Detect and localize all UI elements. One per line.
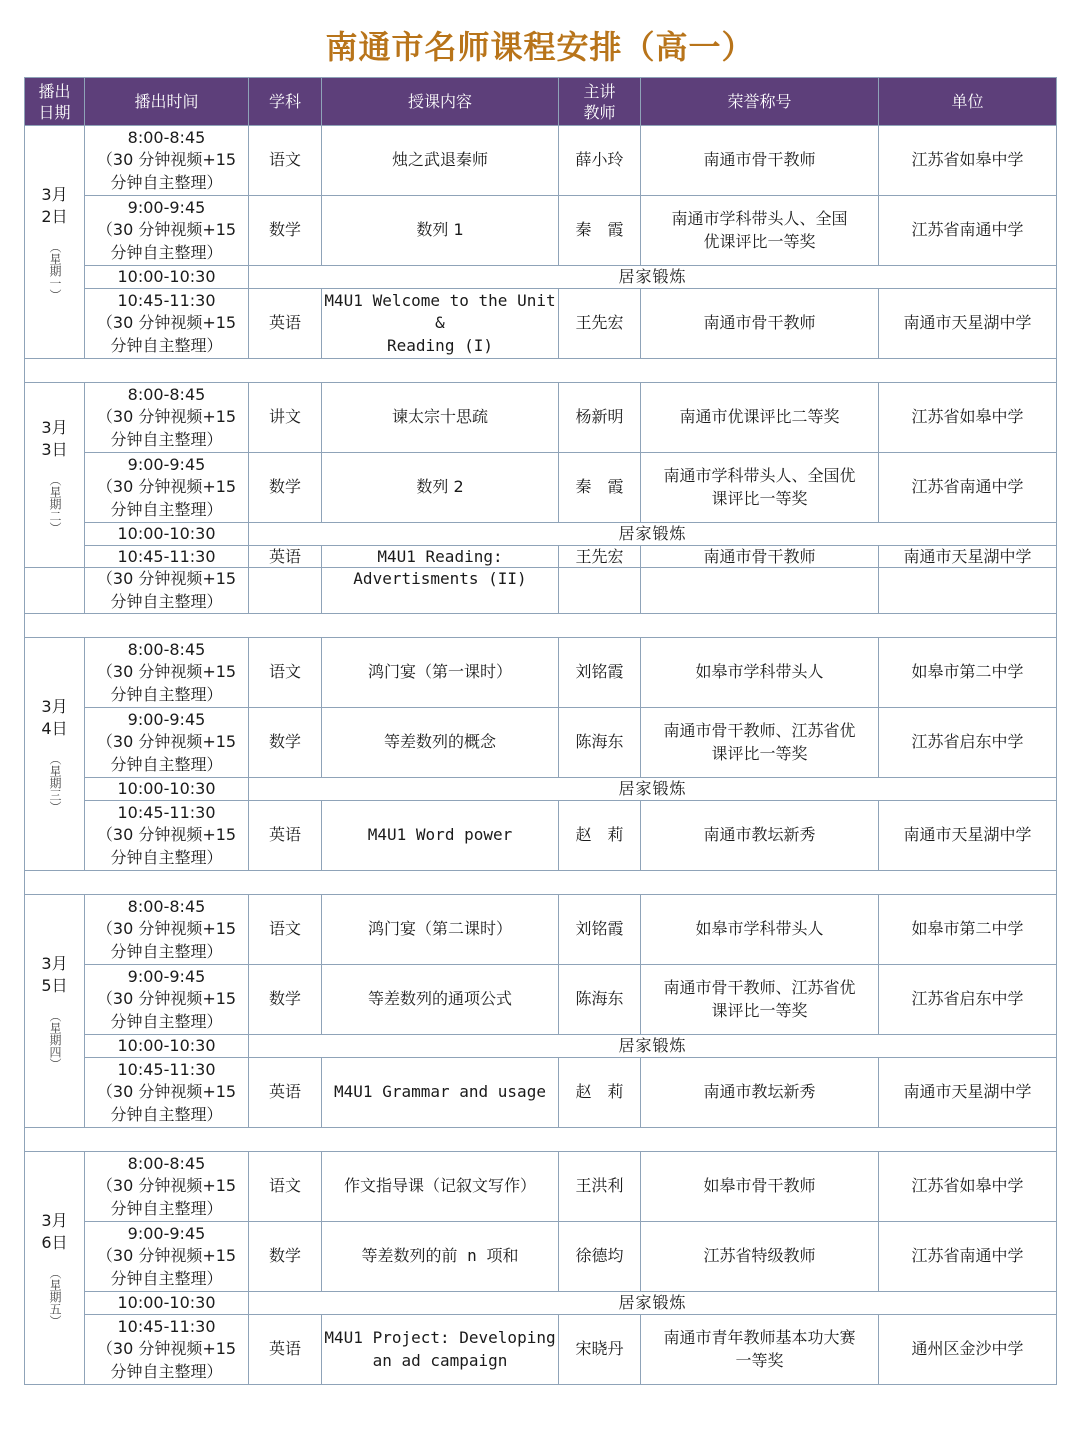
teacher-cell: 刘铭霞 — [559, 895, 641, 965]
exercise-cell: 居家锻炼 — [249, 1292, 1057, 1315]
date-cell — [25, 638, 85, 871]
honor-cell: 南通市骨干教师、江苏省优 课评比一等奖 — [641, 708, 879, 778]
teacher-cell: 杨新明 — [559, 383, 641, 453]
subject-cell: 数学 — [249, 196, 322, 266]
page-title: 南通市名师课程安排（高一） — [325, 28, 755, 66]
time-cell: 8:00-8:45 （30 分钟视频+15 分钟自主整理） — [85, 638, 249, 708]
content-cell: M4U1 Project: Developing an ad campaign — [322, 1315, 559, 1385]
table-row — [25, 126, 1057, 196]
time-cell: 8:00-8:45 （30 分钟视频+15 分钟自主整理） — [85, 126, 249, 196]
unit-cell: 江苏省南通中学 — [879, 453, 1057, 523]
header-date: 播出 日期 — [25, 78, 85, 126]
unit-cell: 江苏省南通中学 — [879, 1222, 1057, 1292]
table-row — [25, 383, 1057, 453]
unit-cell: 如皋市第二中学 — [879, 638, 1057, 708]
table-row — [25, 1292, 1057, 1315]
unit-cell: 江苏省如皋中学 — [879, 1152, 1057, 1222]
content-cell: 鸿门宴（第一课时） — [322, 638, 559, 708]
honor-cell: 南通市骨干教师 — [641, 546, 879, 568]
date-text: 3月 4日 — [41, 696, 68, 738]
teacher-cell: 赵 莉 — [559, 1058, 641, 1128]
date-text: 3月 5日 — [41, 953, 68, 995]
separator-cell — [25, 871, 1057, 895]
day-separator — [25, 871, 1057, 895]
subject-cell: 数学 — [249, 708, 322, 778]
time-cell: 8:00-8:45 （30 分钟视频+15 分钟自主整理） — [85, 383, 249, 453]
subject-cell: 讲文 — [249, 383, 322, 453]
teacher-cell: 赵 莉 — [559, 801, 641, 871]
unit-cell: 江苏省南通中学 — [879, 196, 1057, 266]
weekday-text: （星期四） — [48, 1009, 62, 1070]
header-row — [25, 78, 1057, 126]
table-row — [25, 453, 1057, 523]
content-cell: M4U1 Word power — [322, 801, 559, 871]
subject-cell: 语文 — [249, 895, 322, 965]
header-honor: 荣誉称号 — [641, 78, 879, 126]
date-cell-blank — [25, 568, 85, 614]
separator-cell — [25, 614, 1057, 638]
content-cell: M4U1 Reading: — [322, 546, 559, 568]
table-row — [25, 708, 1057, 778]
exercise-cell: 居家锻炼 — [249, 266, 1057, 289]
time-cell: 8:00-8:45 （30 分钟视频+15 分钟自主整理） — [85, 1152, 249, 1222]
header-teacher: 主讲 教师 — [559, 78, 641, 126]
subject-cell: 语文 — [249, 126, 322, 196]
table-row — [25, 196, 1057, 266]
header-subject: 学科 — [249, 78, 322, 126]
date-cell — [25, 895, 85, 1128]
table-row — [25, 1058, 1057, 1128]
unit-cell: 南通市天星湖中学 — [879, 801, 1057, 871]
blank-cell — [641, 568, 879, 614]
time-cell: 9:00-9:45 （30 分钟视频+15 分钟自主整理） — [85, 1222, 249, 1292]
time-cell: 8:00-8:45 （30 分钟视频+15 分钟自主整理） — [85, 895, 249, 965]
subject-cell: 语文 — [249, 638, 322, 708]
subject-cell: 语文 — [249, 1152, 322, 1222]
time-cell: 10:45-11:30 （30 分钟视频+15 分钟自主整理） — [85, 801, 249, 871]
separator-cell — [25, 1128, 1057, 1152]
table-row — [25, 778, 1057, 801]
content-cell: 等差数列的前 n 项和 — [322, 1222, 559, 1292]
table-row — [25, 1315, 1057, 1385]
honor-cell: 如皋市学科带头人 — [641, 895, 879, 965]
content-cell: 数列 2 — [322, 453, 559, 523]
table-row — [25, 638, 1057, 708]
content-cell: 作文指导课（记叙文写作） — [322, 1152, 559, 1222]
time-cell: 9:00-9:45 （30 分钟视频+15 分钟自主整理） — [85, 708, 249, 778]
time-cell: 10:00-10:30 — [85, 523, 249, 546]
weekday-text: （星期五） — [48, 1266, 62, 1327]
unit-cell: 江苏省如皋中学 — [879, 383, 1057, 453]
content-cell: 等差数列的概念 — [322, 708, 559, 778]
table-row — [25, 801, 1057, 871]
weekday-text: （星期三） — [48, 752, 62, 813]
date-cell — [25, 383, 85, 568]
blank-cell — [249, 568, 322, 614]
table-row — [25, 965, 1057, 1035]
content-cell: 烛之武退秦师 — [322, 126, 559, 196]
time-cell: 10:00-10:30 — [85, 1035, 249, 1058]
content-cell: 数列 1 — [322, 196, 559, 266]
honor-cell: 南通市骨干教师 — [641, 289, 879, 359]
teacher-cell: 王先宏 — [559, 546, 641, 568]
subject-cell: 英语 — [249, 1315, 322, 1385]
teacher-cell: 王洪利 — [559, 1152, 641, 1222]
content-cell: M4U1 Grammar and usage — [322, 1058, 559, 1128]
unit-cell: 江苏省如皋中学 — [879, 126, 1057, 196]
table-row — [25, 895, 1057, 965]
weekday-text: （星期二） — [48, 473, 62, 534]
honor-cell: 南通市教坛新秀 — [641, 801, 879, 871]
honor-cell: 南通市优课评比二等奖 — [641, 383, 879, 453]
table-row — [25, 1222, 1057, 1292]
content-cell: M4U1 Welcome to the Unit & Reading (I) — [322, 289, 559, 359]
table-row — [25, 1152, 1057, 1222]
table-row-continued — [25, 568, 1057, 614]
time-cell-note: （30 分钟视频+15 分钟自主整理） — [85, 568, 249, 614]
subject-cell: 英语 — [249, 289, 322, 359]
date-text: 3月 3日 — [41, 417, 68, 459]
subject-cell: 英语 — [249, 546, 322, 568]
content-cell-continued: Advertisments (II) — [322, 568, 559, 614]
unit-cell: 江苏省启东中学 — [879, 965, 1057, 1035]
time-cell: 10:00-10:30 — [85, 1292, 249, 1315]
teacher-cell: 刘铭霞 — [559, 638, 641, 708]
exercise-cell: 居家锻炼 — [249, 1035, 1057, 1058]
day-separator — [25, 614, 1057, 638]
weekday-text: （星期一） — [48, 240, 62, 301]
teacher-cell: 秦 霞 — [559, 453, 641, 523]
exercise-cell: 居家锻炼 — [249, 523, 1057, 546]
honor-cell: 江苏省特级教师 — [641, 1222, 879, 1292]
time-cell: 10:45-11:30 （30 分钟视频+15 分钟自主整理） — [85, 1315, 249, 1385]
date-cell — [25, 126, 85, 359]
table-row — [25, 523, 1057, 546]
table-row — [25, 546, 1057, 568]
time-cell: 10:45-11:30 — [85, 546, 249, 568]
time-cell: 10:00-10:30 — [85, 266, 249, 289]
date-cell — [25, 1152, 85, 1385]
teacher-cell: 薛小玲 — [559, 126, 641, 196]
day-separator — [25, 1128, 1057, 1152]
table-row — [25, 1035, 1057, 1058]
time-cell: 9:00-9:45 （30 分钟视频+15 分钟自主整理） — [85, 453, 249, 523]
blank-cell — [879, 568, 1057, 614]
content-cell: 等差数列的通项公式 — [322, 965, 559, 1035]
teacher-cell: 陈海东 — [559, 708, 641, 778]
time-cell: 10:45-11:30 （30 分钟视频+15 分钟自主整理） — [85, 1058, 249, 1128]
teacher-cell: 徐德均 — [559, 1222, 641, 1292]
unit-cell: 南通市天星湖中学 — [879, 546, 1057, 568]
unit-cell: 江苏省启东中学 — [879, 708, 1057, 778]
time-cell: 9:00-9:45 （30 分钟视频+15 分钟自主整理） — [85, 196, 249, 266]
honor-cell: 南通市青年教师基本功大赛 一等奖 — [641, 1315, 879, 1385]
schedule-body — [25, 126, 1057, 1385]
header-time: 播出时间 — [85, 78, 249, 126]
header-content: 授课内容 — [322, 78, 559, 126]
content-cell: 鸿门宴（第二课时） — [322, 895, 559, 965]
blank-cell — [559, 568, 641, 614]
date-text: 3月 6日 — [41, 1210, 68, 1252]
subject-cell: 数学 — [249, 965, 322, 1035]
subject-cell: 英语 — [249, 801, 322, 871]
header-unit: 单位 — [879, 78, 1057, 126]
unit-cell: 南通市天星湖中学 — [879, 289, 1057, 359]
content-cell: 谏太宗十思疏 — [322, 383, 559, 453]
honor-cell: 南通市学科带头人、全国 优课评比一等奖 — [641, 196, 879, 266]
schedule-table — [24, 77, 1057, 1385]
time-cell: 10:45-11:30 （30 分钟视频+15 分钟自主整理） — [85, 289, 249, 359]
teacher-cell: 宋晓丹 — [559, 1315, 641, 1385]
subject-cell: 数学 — [249, 1222, 322, 1292]
unit-cell: 南通市天星湖中学 — [879, 1058, 1057, 1128]
honor-cell: 南通市学科带头人、全国优 课评比一等奖 — [641, 453, 879, 523]
date-text: 3月 2日 — [41, 184, 68, 226]
unit-cell: 通州区金沙中学 — [879, 1315, 1057, 1385]
teacher-cell: 秦 霞 — [559, 196, 641, 266]
unit-cell: 如皋市第二中学 — [879, 895, 1057, 965]
table-row — [25, 289, 1057, 359]
time-cell: 10:00-10:30 — [85, 778, 249, 801]
teacher-cell: 王先宏 — [559, 289, 641, 359]
subject-cell: 英语 — [249, 1058, 322, 1128]
exercise-cell: 居家锻炼 — [249, 778, 1057, 801]
subject-cell: 数学 — [249, 453, 322, 523]
teacher-cell: 陈海东 — [559, 965, 641, 1035]
table-row — [25, 266, 1057, 289]
honor-cell: 如皋市学科带头人 — [641, 638, 879, 708]
honor-cell: 南通市教坛新秀 — [641, 1058, 879, 1128]
day-separator — [25, 359, 1057, 383]
separator-cell — [25, 359, 1057, 383]
honor-cell: 南通市骨干教师 — [641, 126, 879, 196]
honor-cell: 如皋市骨干教师 — [641, 1152, 879, 1222]
honor-cell: 南通市骨干教师、江苏省优 课评比一等奖 — [641, 965, 879, 1035]
time-cell: 9:00-9:45 （30 分钟视频+15 分钟自主整理） — [85, 965, 249, 1035]
